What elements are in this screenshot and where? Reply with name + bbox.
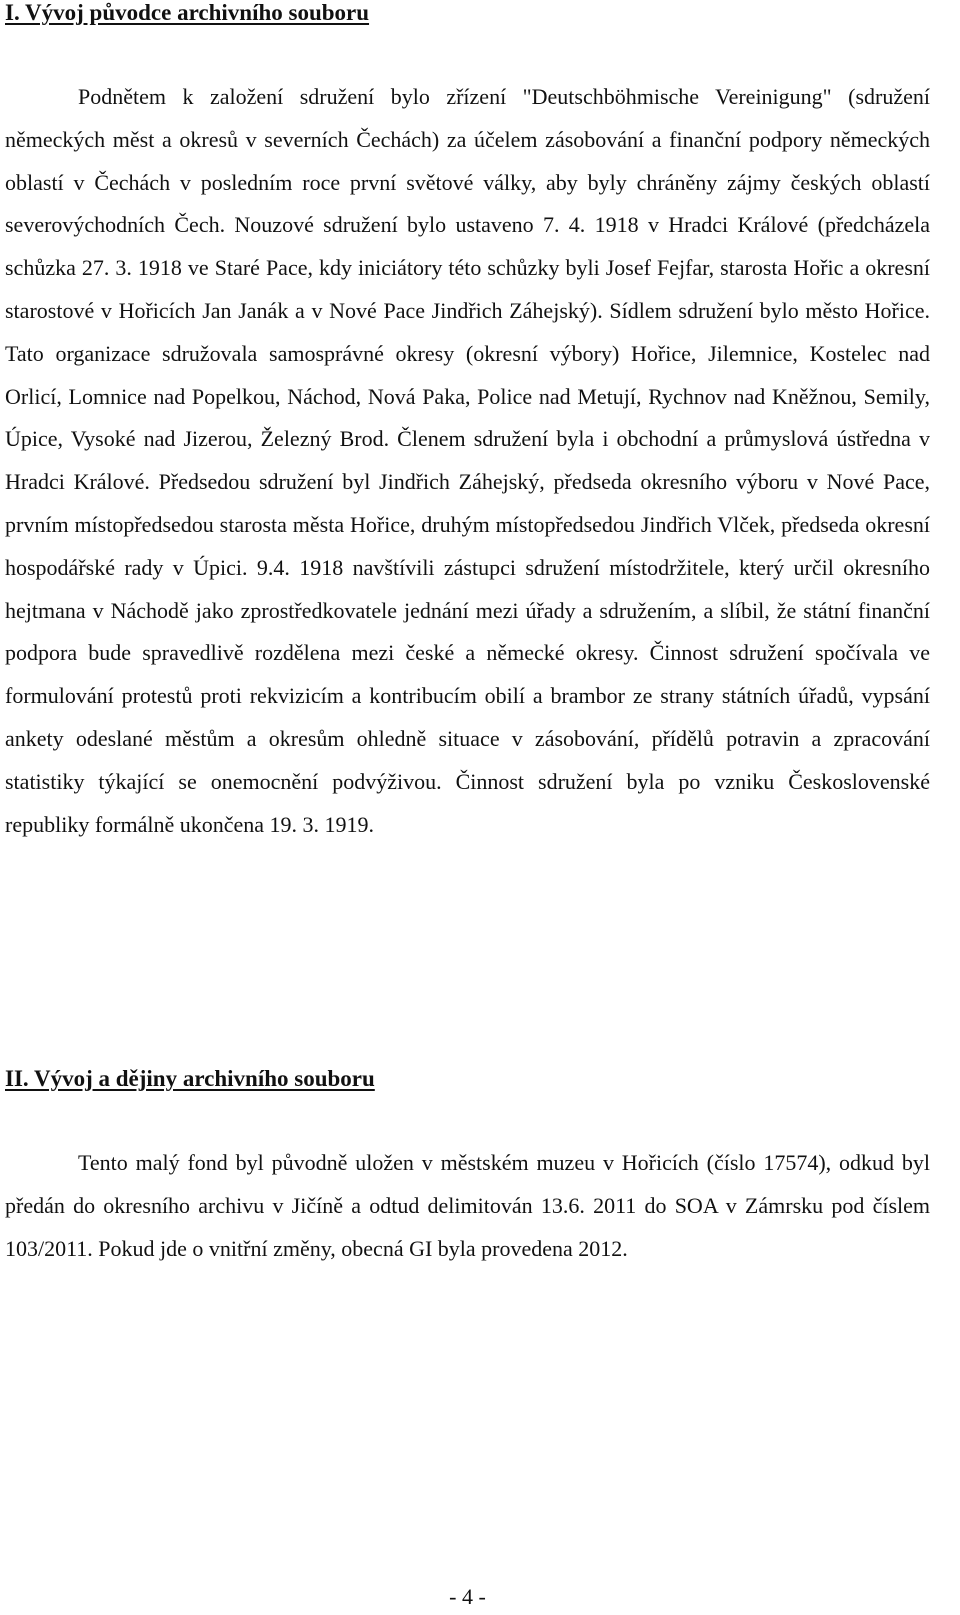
section-heading-2: II. Vývoj a dějiny archivního souboru	[5, 1066, 375, 1091]
section-paragraph-2: Tento malý fond byl původně uložen v městském muzeu v Hořicích (číslo 17574), odkud byl předán do okresního archivu v Jičíně a odtud delimitován 13.6. 2011 do SOA v Zámrsku pod číslem 103/2011. Pokud jde o vnitřní změny, obecná GI byla provedena 2012.	[5, 1150, 930, 1261]
section-heading-1: I. Vývoj původce archivního souboru	[5, 0, 370, 25]
page-number: - 4 -	[449, 1584, 486, 1609]
section-paragraph-1: Podnětem k založení sdružení bylo zřízení "Deutschböhmische Vereinigung" (sdružení německých měst a okresů v severních Čechách) za účelem zásobování a finanční podpory německých oblastí v Čechách v posledním roce první světové války, aby byly chráněny zájmy českých oblastí severovýchodních Čech. Nouzové sdružení bylo ustaveno 7. 4. 1918 v Hradci Králové (předcházela schůzka 27. 3. 1918 ve Staré Pace, kdy iniciátory této schůzky byli Josef Fejfar, starosta Hořic a okresní starostové v Hořicích Jan Janák a v Nové Pace Jindřich Záhejský). Sídlem sdružení bylo město Hořice. Tato organizace sdružovala samosprávné okresy (okresní výbory) Hořice, Jilemnice, Kostelec nad Orlicí, Lomnice nad Popelkou, Náchod, Nová Paka, Police nad Metují, Rychnov nad Kněžnou, Semily, Úpice, Vysoké nad Jizerou, Železný Brod. Členem sdružení byla i obchodní a průmyslová ústředna v Hradci Králové. Předsedou sdružení byl Jindřich Záhejský, předseda okresního výboru v Nové Pace, prvním místopředsedou starosta města Hořice, druhým místopředsedou Jindřich Vlček, předseda okresní hospodářské rady v Úpici. 9.4. 1918 navštívili zástupci sdružení místodržitele, který určil okresního hejtmana v Náchodě jako zprostředkovatele jednání mezi úřady a sdružením, a slíbil, že státní finanční podpora bude spravedlivě rozdělena mezi české a německé okresy. Činnost sdružení spočívala ve formulování protestů proti rekvizicím a kontribucím obilí a brambor ze strany státních úřadů, vypsání ankety odeslané městům a okresům ohledně situace v zásobování, přídělů potravin a zpracování statistiky týkající se onemocnění podvýživou. Činnost sdružení byla po vzniku Československé republiky formálně ukončena 19. 3. 1919.	[5, 84, 930, 837]
